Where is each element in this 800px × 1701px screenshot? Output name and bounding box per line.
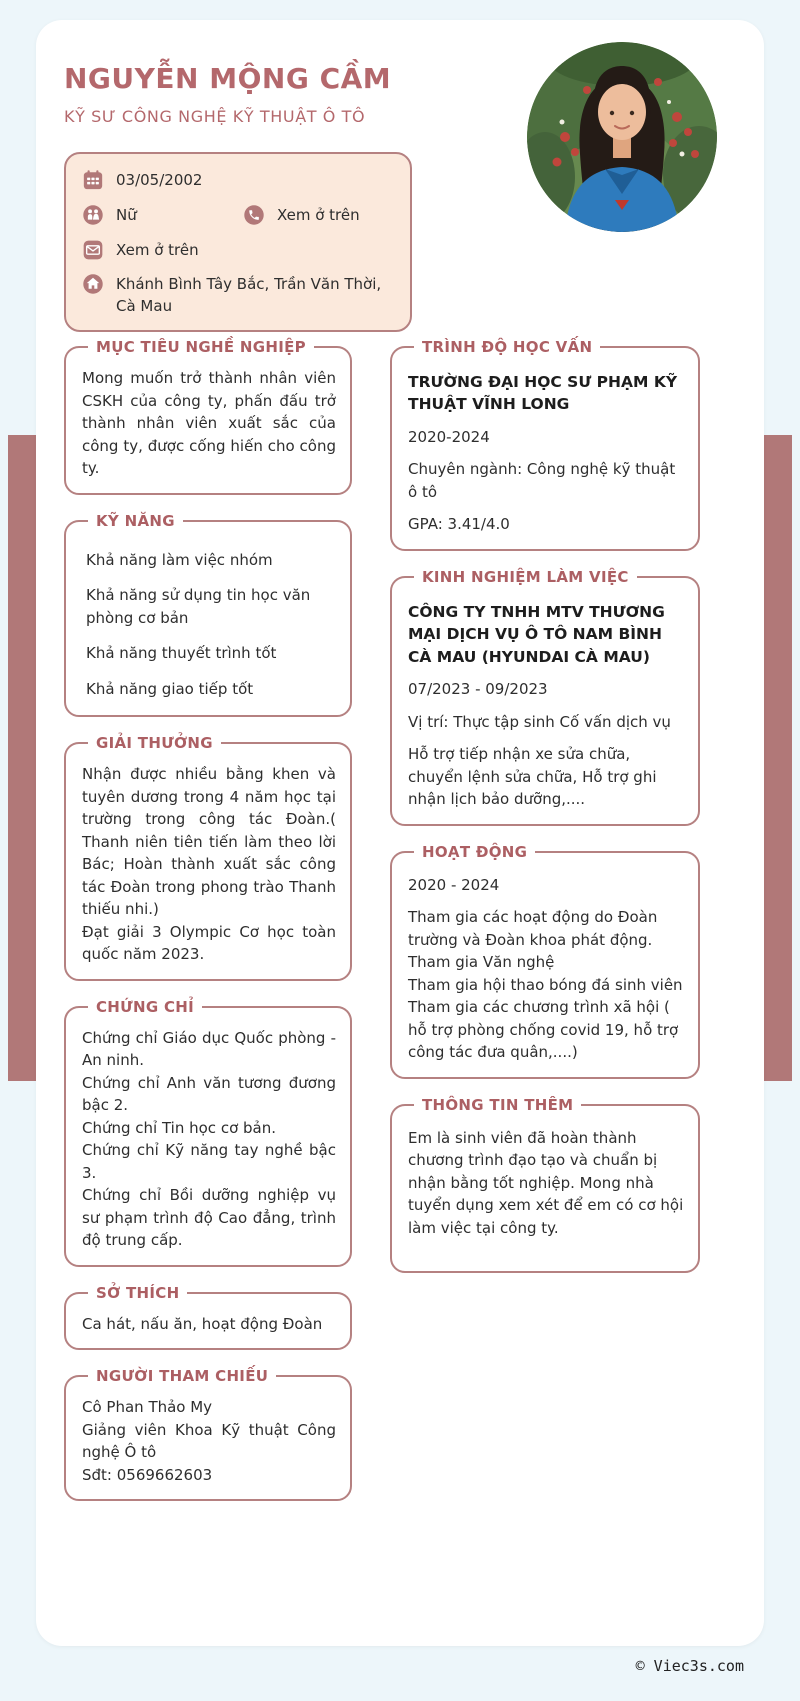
profile-photo <box>527 42 717 232</box>
calendar-icon <box>82 169 104 191</box>
section-career-objective <box>64 338 352 495</box>
section-title: NGƯỜI THAM CHIẾU <box>96 1367 269 1385</box>
candidate-job-title: KỸ SƯ CÔNG NGHỆ KỸ THUẬT Ô TÔ <box>64 107 366 126</box>
left-column <box>64 338 352 1501</box>
section-experience <box>390 568 700 826</box>
list-item: Chứng chỉ Bồi dưỡng nghiệp vụ sư phạm trình độ Cao đẳng, trình độ trung cấp. <box>82 1186 336 1249</box>
list-item: Tham gia hội thao bóng đá sinh viên <box>408 975 683 994</box>
list-item: Tham gia các hoạt động do Đoàn trường và Đoàn khoa phát động. <box>408 908 658 949</box>
list-item: Chứng chỉ Tin học cơ bản. <box>82 1118 276 1137</box>
list-item: Khả năng thuyết trình tốt <box>86 644 277 662</box>
contact-row-address <box>82 273 392 318</box>
gender-value: Nữ <box>116 205 137 224</box>
section-skills <box>64 512 352 718</box>
candidate-name: NGUYỄN MỘNG CẦM <box>64 62 392 95</box>
phone-icon <box>243 204 265 226</box>
section-additional-info <box>390 1096 700 1274</box>
list-item: Chứng chỉ Kỹ năng tay nghề bậc 3. <box>82 1141 336 1182</box>
phone-field <box>243 204 392 227</box>
email-value: Xem ở trên <box>116 240 199 259</box>
section-title: GIẢI THƯỞNG <box>96 734 213 752</box>
section-title: KINH NGHIỆM LÀM VIỆC <box>422 567 629 586</box>
section-activities <box>390 843 700 1079</box>
section-title: HOẠT ĐỘNG <box>422 842 528 861</box>
reference-phone: Sđt: 0569662603 <box>82 1465 213 1484</box>
experience-period: 07/2023 - 09/2023 <box>408 680 548 699</box>
right-accent-bar <box>760 435 792 1081</box>
list-item: Chứng chỉ Anh văn tương đương bậc 2. <box>82 1073 336 1114</box>
section-hobbies <box>64 1284 352 1351</box>
list-item: Chứng chỉ Giáo dục Quốc phòng - An ninh. <box>82 1028 336 1069</box>
award-text: Đạt giải 3 Olympic Cơ học toàn quốc năm 2023. <box>82 922 336 963</box>
company-name: CÔNG TY TNHH MTV THƯƠNG MẠI DỊCH VỤ Ô TÔ NAM BÌNH CÀ MAU (HYUNDAI CÀ MAU) <box>408 602 665 666</box>
activities-period: 2020 - 2024 <box>408 875 500 894</box>
contact-row-gender-phone <box>82 204 392 227</box>
additional-info-text: Em là sinh viên đã hoàn thành chương trình đạo tạo và chuẩn bị nhận bằng tốt nghiệp. Mong nhà tuyển dụng xem xét để em có cơ hội làm việc tại công ty. <box>408 1128 684 1237</box>
list-item: Khả năng làm việc nhóm <box>86 550 273 569</box>
profile-photo-illustration <box>527 42 717 232</box>
header <box>64 62 444 126</box>
list-item: Khả năng sử dụng tin học văn phòng cơ bản <box>86 586 311 627</box>
section-title: KỸ NĂNG <box>96 511 175 530</box>
objective-text: Mong muốn trở thành nhân viên CSKH của công ty, phấn đấu trở thành nhân viên xuất sắc của công ty, được cống hiến cho công ty. <box>82 369 336 477</box>
experience-position: Vị trí: Thực tập sinh Cố vấn dịch vụ <box>408 712 671 731</box>
contact-row-email <box>82 239 392 262</box>
home-icon <box>82 273 104 295</box>
section-title: CHỨNG CHỈ <box>96 997 195 1016</box>
right-column <box>390 338 700 1273</box>
section-certificates <box>64 998 352 1267</box>
list-item: Tham gia các chương trình xã hội ( hỗ trợ phòng chống covid 19, hỗ trợ công tác đưa quân,....) <box>408 998 679 1062</box>
section-awards <box>64 734 352 981</box>
address-value: Khánh Bình Tây Bắc, Trần Văn Thời, Cà Mau <box>116 275 382 315</box>
footer-copyright: © Viec3s.com <box>635 1657 744 1675</box>
contact-card <box>64 152 412 332</box>
section-title: SỞ THÍCH <box>96 1283 180 1302</box>
cv-card <box>36 20 764 1646</box>
education-major: Chuyên ngành: Công nghệ kỹ thuật ô tô <box>408 460 676 501</box>
birthday-value: 03/05/2002 <box>116 171 203 189</box>
email-icon <box>82 239 104 261</box>
section-education <box>390 338 700 551</box>
gender-icon <box>82 204 104 226</box>
gender-field <box>82 204 231 227</box>
section-title: THÔNG TIN THÊM <box>422 1095 574 1114</box>
experience-description: Hỗ trợ tiếp nhận xe sửa chữa, chuyển lệnh sửa chữa, Hỗ trợ ghi nhận lịch bảo dưỡng,.... <box>408 745 657 809</box>
list-item: Tham gia Văn nghệ <box>408 953 555 972</box>
section-title: TRÌNH ĐỘ HỌC VẤN <box>422 338 593 356</box>
list-item: Khả năng giao tiếp tốt <box>86 679 254 698</box>
hobby-text: Ca hát, nấu ăn, hoạt động Đoàn <box>82 1314 323 1333</box>
education-gpa: GPA: 3.41/4.0 <box>408 515 510 534</box>
reference-name: Cô Phan Thảo My <box>82 1398 213 1416</box>
contact-row-birthday <box>82 169 392 192</box>
section-title: MỤC TIÊU NGHỀ NGHIỆP <box>96 338 306 356</box>
education-period: 2020-2024 <box>408 427 490 446</box>
phone-value: Xem ở trên <box>277 205 360 224</box>
school-name: TRƯỜNG ĐẠI HỌC SƯ PHẠM KỸ THUẬT VĨNH LONG <box>408 373 678 414</box>
section-references <box>64 1367 352 1501</box>
reference-role: Giảng viên Khoa Kỹ thuật Công nghệ Ô tô <box>82 1420 336 1461</box>
award-text: Nhận được nhiều bằng khen và tuyên dương trong 4 năm học tại trường trong công tác Đoàn.( Thanh niên tiên tiến làm theo lời Bác; Hoàn thành xuất sắc công tác Đoàn trong phong trào Thanh thiếu nhi.) <box>82 765 336 918</box>
